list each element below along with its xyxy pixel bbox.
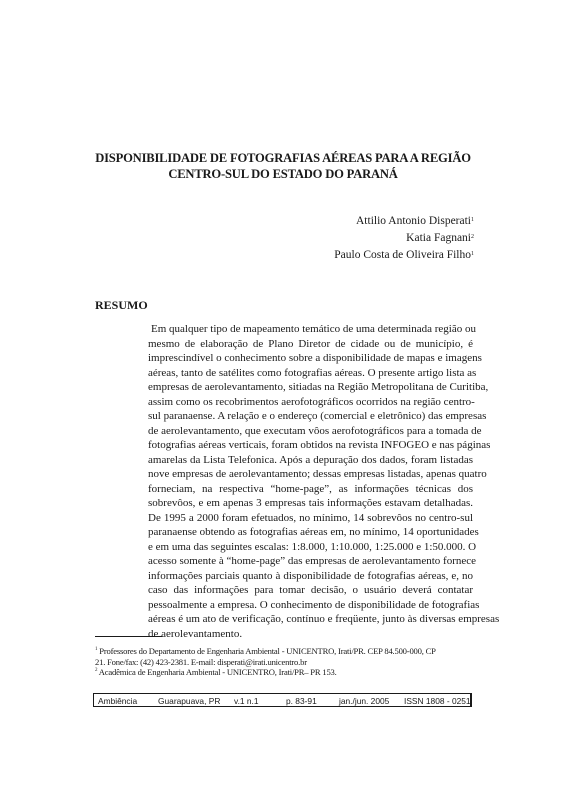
footer-date: jan./jun. 2005	[339, 696, 390, 706]
title-line-2: CENTRO-SUL DO ESTADO DO PARANÁ	[168, 167, 398, 181]
footer-volume: v.1 n.1	[234, 696, 259, 706]
abstract-line: aéreas, tanto de satélites como fotografias aéreas. O presente artigo lista as	[148, 366, 477, 379]
abstract-line: Em qualquer tipo de mapeamento temático de uma determinada região ou	[151, 323, 476, 335]
abstract-line: De 1995 a 2000 foram efetuados, no mínimo, 14 sobrevôos no centro-sul	[148, 511, 473, 524]
footer-pages: p. 83-91	[286, 696, 317, 706]
abstract-line: de aerolevantamento, que executam vôos aerofotográficos para a tomada de	[148, 424, 482, 437]
abstract-line: fotografias aéreas verticais, foram obtidos na revista INFOGEO e nas páginas	[148, 439, 491, 451]
author-3: Paulo Costa de Oliveira Filho$^1$	[334, 249, 474, 261]
abstract-line: de aerolevantamento.	[148, 627, 243, 640]
abstract-line: empresas de aerolevantamento, sitiadas na Região Metropolitana de Curitiba,	[148, 381, 489, 393]
abstract-line: pessoalmente a empresa. O conhecimento de disponibilidade de fotografias	[148, 598, 480, 611]
abstract-line: acesso somente à “home-page” das empresas de aerolevantamento fornece	[148, 555, 477, 567]
footer-journal: Ambiência	[98, 696, 138, 706]
footnote-divider	[95, 636, 162, 637]
paper-title	[60, 150, 506, 182]
footnote-1: $^1$ Professores do Departamento de Engenharia Ambiental - UNICENTRO, Irati/PR. CEP 84.500-000, CP	[95, 646, 436, 656]
footer-place: Guarapuava, PR	[158, 696, 221, 706]
abstract-line: e em uma das seguintes escalas: 1:8.000, 1:10.000, 1:25.000 e 1:50.000. O	[148, 540, 477, 553]
abstract-line: informações parciais quanto à disponibilidade de fotografias aéreas, e, no	[148, 569, 473, 582]
author-2-affiliation-mark: 2	[471, 234, 474, 240]
abstract-line: imprescindível o conhecimento sobre a disponibilidade de mapas e imagens	[148, 352, 482, 364]
abstract-line: caso das informações para tomar decisão, o usuário deverá contatar	[148, 584, 473, 596]
author-3-affiliation-mark: 1	[471, 251, 474, 257]
abstract-body	[148, 322, 500, 641]
abstract-heading: RESUMO	[95, 298, 148, 312]
abstract-line: mesmo de elaboração de Plano Diretor de cidade ou de município, é	[148, 337, 473, 350]
author-list	[334, 213, 474, 264]
footer-issn: ISSN 1808 - 0251	[404, 696, 471, 706]
abstract-line: amarelas da Lista Telefonica. Após a depuração dos dados, foram listadas	[148, 453, 473, 466]
footnotes	[95, 646, 475, 678]
author-1: Attilio Antonio Disperati$^1$	[356, 215, 474, 227]
abstract-line: aéreas é um ato de verificação, contínuo e freqüente, junto às diversas empresas	[148, 613, 500, 625]
author-2: Katia Fagnani$^2$	[406, 232, 474, 244]
title-line-1: DISPONIBILIDADE DE FOTOGRAFIAS AÉREAS PARA A REGIÃO	[95, 151, 471, 165]
abstract-line: forneciam, na respectiva “home-page”, as informações técnicas dos	[148, 482, 473, 495]
abstract-line: nove empresas de aerolevantamento; dessas empresas listadas, apenas quatro	[148, 468, 487, 480]
footnote-2: $^2$ Acadêmica de Engenharia Ambiental - UNICENTRO, Irati/PR– PR 153.	[95, 667, 337, 677]
abstract-line: sobrevôos, e em apenas 3 empresas tais informações estavam detalhadas.	[148, 497, 473, 509]
abstract-line: paranaense obtendo as fotografias aéreas em, no mínimo, 14 oportunidades	[148, 526, 479, 538]
abstract-line: assim como os recobrimentos aerofotográficos ocorridos na região centro-	[148, 395, 475, 408]
journal-footer	[93, 693, 472, 707]
author-1-affiliation-mark: 1	[471, 217, 474, 223]
abstract-line: sul paranaense. A relação e o endereço (comercial e eletrônico) das empresas	[148, 410, 487, 422]
footnote-1-cont: 21. Fone/fax: (42) 423-2381. E-mail: disperati@irati.unicentro.br	[95, 656, 307, 667]
